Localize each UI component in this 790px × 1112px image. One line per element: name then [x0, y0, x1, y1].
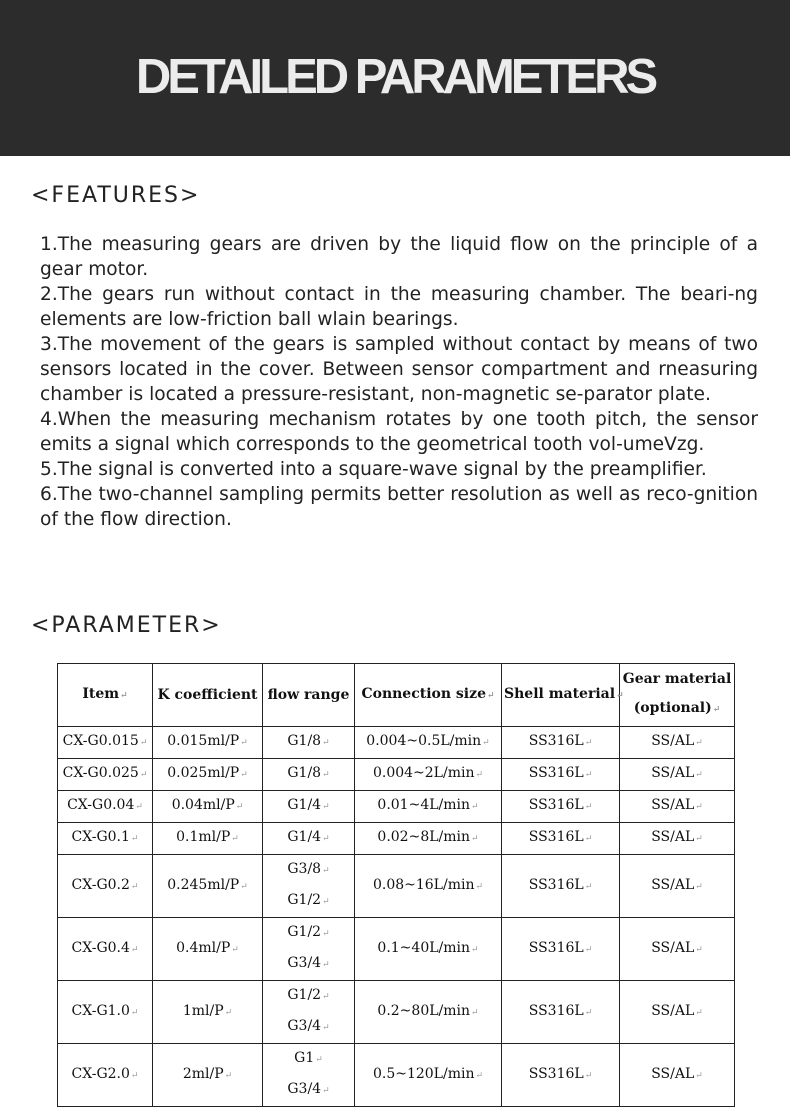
cell-flow-range: G1↵ G3/4↵ — [263, 1044, 355, 1107]
column-header-k-coefficient: K coefficient — [153, 664, 263, 727]
cell-gear-material: SS/AL↵ — [620, 759, 735, 791]
page-title: DETAILED PARAMETERS — [135, 50, 655, 104]
cell-connection-size: 0.08~16L/min↵ — [355, 855, 502, 918]
table-row — [58, 1044, 735, 1107]
cell-connection-size: 0.1~40L/min↵ — [355, 918, 502, 981]
column-header-item: Item↵ — [58, 664, 153, 727]
cell-k-coefficient: 2ml/P↵ — [153, 1044, 263, 1107]
cell-k-coefficient: 0.015ml/P↵ — [153, 727, 263, 759]
feature-item: 5.The signal is converted into a square-wave signal by the preamplifier. — [40, 459, 707, 480]
cell-connection-size: 0.004~0.5L/min↵ — [355, 727, 502, 759]
column-header-flow-range: flow range — [263, 664, 355, 727]
cell-item: CX-G0.025↵ — [58, 759, 153, 791]
table-row — [58, 855, 735, 918]
cell-k-coefficient: 0.025ml/P↵ — [153, 759, 263, 791]
cell-gear-material: SS/AL↵ — [620, 791, 735, 823]
feature-item: 2.The gears run without contact in the measuring chamber. The beari-ng elements are low-friction ball wlain bearings. — [40, 284, 758, 330]
cell-item: CX-G0.015↵ — [58, 727, 153, 759]
features-list — [40, 232, 758, 532]
cell-flow-range: G1/4↵ — [263, 823, 355, 855]
cell-shell-material: SS316L↵ — [502, 981, 620, 1044]
feature-item: 1.The measuring gears are driven by the liquid flow on the principle of a gear motor. — [40, 234, 758, 280]
cell-shell-material: SS316L↵ — [502, 727, 620, 759]
cell-flow-range: G1/8↵ — [263, 727, 355, 759]
cell-gear-material: SS/AL↵ — [620, 981, 735, 1044]
cell-flow-range: G3/8↵ G1/2↵ — [263, 855, 355, 918]
cell-gear-material: SS/AL↵ — [620, 855, 735, 918]
feature-item: 4.When the measuring mechanism rotates by one tooth pitch, the sensor emits a signal which corresponds to the geometrical tooth vol-umeVzg. — [40, 409, 758, 455]
features-heading: <FEATURES> — [31, 183, 201, 208]
table-row — [58, 918, 735, 981]
table-row — [58, 823, 735, 855]
cell-shell-material: SS316L↵ — [502, 1044, 620, 1107]
cell-gear-material: SS/AL↵ — [620, 727, 735, 759]
cell-item: CX-G0.1↵ — [58, 823, 153, 855]
cell-flow-range: G1/2↵ G3/4↵ — [263, 981, 355, 1044]
cell-connection-size: 0.2~80L/min↵ — [355, 981, 502, 1044]
table-row — [58, 981, 735, 1044]
cell-flow-range: G1/4↵ — [263, 791, 355, 823]
cell-item: CX-G0.04↵ — [58, 791, 153, 823]
table-row — [58, 727, 735, 759]
cell-item: CX-G1.0↵ — [58, 981, 153, 1044]
cell-gear-material: SS/AL↵ — [620, 823, 735, 855]
cell-connection-size: 0.02~8L/min↵ — [355, 823, 502, 855]
parameter-table — [57, 663, 735, 1107]
column-header-gear-material: Gear material (optional)↵ — [620, 664, 735, 727]
cell-item: CX-G0.2↵ — [58, 855, 153, 918]
cell-shell-material: SS316L↵ — [502, 759, 620, 791]
cell-item: CX-G2.0↵ — [58, 1044, 153, 1107]
cell-connection-size: 0.01~4L/min↵ — [355, 791, 502, 823]
cell-k-coefficient: 0.245ml/P↵ — [153, 855, 263, 918]
feature-item: 3.The movement of the gears is sampled without contact by means of two sensors located in the cover. Between sensor compartment and rneasuring chamber is located a pressure-resistant, non-magnetic se-parator plate. — [40, 334, 758, 405]
cell-flow-range: G1/8↵ — [263, 759, 355, 791]
table-row — [58, 759, 735, 791]
feature-item: 6.The two-channel sampling permits better resolution as well as reco-gnition of the flow direction. — [40, 484, 758, 530]
cell-k-coefficient: 0.1ml/P↵ — [153, 823, 263, 855]
cell-item: CX-G0.4↵ — [58, 918, 153, 981]
cell-shell-material: SS316L↵ — [502, 823, 620, 855]
cell-shell-material: SS316L↵ — [502, 791, 620, 823]
cell-flow-range: G1/2↵ G3/4↵ — [263, 918, 355, 981]
header-banner — [0, 0, 790, 156]
column-header-connection-size: Connection size↵ — [355, 664, 502, 727]
cell-k-coefficient: 0.04ml/P↵ — [153, 791, 263, 823]
column-header-shell-material: Shell material↵ — [502, 664, 620, 727]
cell-gear-material: SS/AL↵ — [620, 918, 735, 981]
cell-shell-material: SS316L↵ — [502, 855, 620, 918]
table-header-row — [58, 664, 735, 727]
table-row — [58, 791, 735, 823]
cell-connection-size: 0.004~2L/min↵ — [355, 759, 502, 791]
cell-k-coefficient: 1ml/P↵ — [153, 981, 263, 1044]
cell-k-coefficient: 0.4ml/P↵ — [153, 918, 263, 981]
cell-shell-material: SS316L↵ — [502, 918, 620, 981]
cell-gear-material: SS/AL↵ — [620, 1044, 735, 1107]
cell-connection-size: 0.5~120L/min↵ — [355, 1044, 502, 1107]
parameter-heading: <PARAMETER> — [31, 613, 222, 638]
